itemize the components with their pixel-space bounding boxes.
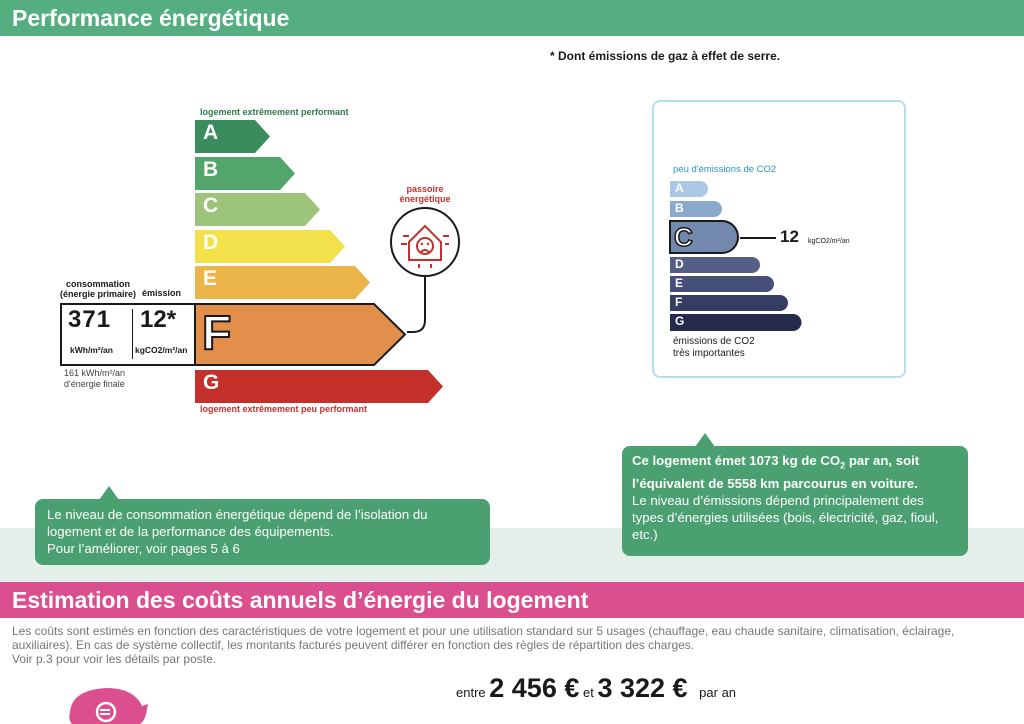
emissions-line1-sub: 2 xyxy=(840,460,846,471)
dpe-bar-e xyxy=(195,266,370,299)
co2-bar-a xyxy=(670,181,708,197)
co2-bar-a-letter: A xyxy=(675,181,684,195)
dpe-bar-a-letter: A xyxy=(203,121,219,144)
piggy-bank-icon xyxy=(62,682,152,724)
dpe-bar-b xyxy=(195,157,295,190)
dpe-bar-c xyxy=(195,193,320,226)
info-bubble-consumption xyxy=(35,499,490,565)
emissions-line1-post: par an, soit xyxy=(845,453,920,468)
co2-bar-e-letter: E xyxy=(675,276,684,290)
dpe-bottom-label: logement extrêmement peu performant xyxy=(200,404,368,414)
ghg-footnote: * Dont émissions de gaz à effet de serre. xyxy=(550,49,781,63)
dpe-bar-f-current xyxy=(194,303,408,366)
values-separator xyxy=(132,309,133,359)
emission-unit: kgCO2/m²/an xyxy=(135,345,188,355)
cost-and: et xyxy=(582,685,594,700)
cost-per-year: par an xyxy=(699,685,737,700)
cost-range xyxy=(456,673,736,704)
dpe-bar-d-letter: D xyxy=(203,231,219,254)
dpe-bar-f-letter: F xyxy=(202,307,232,360)
emission-header: émission xyxy=(142,288,182,298)
consumption-header: consommation (énergie primaire) xyxy=(59,279,137,299)
cost-between: entre xyxy=(456,685,486,700)
info-bubble-emissions xyxy=(622,446,968,556)
co2-value: 12 xyxy=(780,227,799,246)
co2-bar-g-letter: G xyxy=(675,314,685,328)
co2-pointer-line xyxy=(740,236,778,240)
emissions-headline xyxy=(632,452,958,475)
co2-bar-c-letter: C xyxy=(674,222,693,252)
dpe-bar-c-letter: C xyxy=(203,194,219,217)
dpe-top-label: logement extrêmement performant xyxy=(200,107,349,117)
emissions-line1-pre: Ce logement émet 1073 kg de CO xyxy=(632,453,841,468)
co2-bar-c-current xyxy=(669,220,739,254)
dpe-bar-e-letter: E xyxy=(203,267,218,290)
co2-bar-g xyxy=(670,314,802,331)
bubble-right-pointer xyxy=(695,433,715,447)
co2-bar-b xyxy=(670,201,722,217)
co2-bar-f xyxy=(670,295,788,311)
dpe-bar-g xyxy=(195,370,443,403)
emissions-line2: l’équivalent de 5558 km parcourus en voiture. xyxy=(632,475,918,491)
passoire-label: passoire énergétique xyxy=(399,184,451,204)
co2-unit: kgCO2/m²/an xyxy=(808,238,850,245)
co2-bar-d-letter: D xyxy=(675,257,684,271)
section-header-performance: Performance énergétique xyxy=(0,0,1024,36)
final-energy: 161 kWh/m²/an d'énergie finale xyxy=(64,368,126,389)
bubble-left-pointer xyxy=(99,486,119,500)
emission-value: 12* xyxy=(140,306,177,333)
cost-min: 2 456 € xyxy=(489,673,580,703)
dpe-bar-d xyxy=(195,230,345,263)
passoire-icon xyxy=(389,206,461,278)
emissions-detail: Le niveau d’émissions dépend principalement des types d’énergies utilisées (bois, électricité, gaz, fioul, etc.) xyxy=(632,492,939,542)
section-header-costs: Estimation des coûts annuels d’énergie du logement xyxy=(0,582,1024,618)
dpe-bar-g-letter: G xyxy=(203,371,220,394)
co2-bottom-label: émissions de CO2 très importantes xyxy=(673,336,755,359)
co2-bar-d xyxy=(670,257,760,273)
cost-description: Les coûts sont estimés en fonction des caractéristiques de votre logement et pour une utilisation standard sur 5 usages (chauffage, eau chaude sanitaire, climatisation, éclairage, auxiliaires). En cas de système collectif, les montants facturés peuvent différer en fonction des règles de répartition des charges. Voir p.3 pour voir les détails par poste. xyxy=(12,624,955,666)
cost-max: 3 322 € xyxy=(597,673,688,703)
co2-bar-e xyxy=(670,276,774,292)
info-bubble-consumption-text: Le niveau de consommation énergétique dépend de l’isolation du logement et de la performance des équipements. Pour l’améliorer, voir pages 5 à 6 xyxy=(47,507,428,556)
consumption-value: 371 xyxy=(68,306,112,333)
co2-bar-b-letter: B xyxy=(675,201,684,215)
co2-top-label: peu d'émissions de CO2 xyxy=(673,164,777,175)
consumption-unit: kWh/m²/an xyxy=(70,345,113,355)
co2-bar-f-letter: F xyxy=(675,295,683,309)
dpe-bar-a xyxy=(195,120,270,153)
dpe-bar-b-letter: B xyxy=(203,158,219,181)
